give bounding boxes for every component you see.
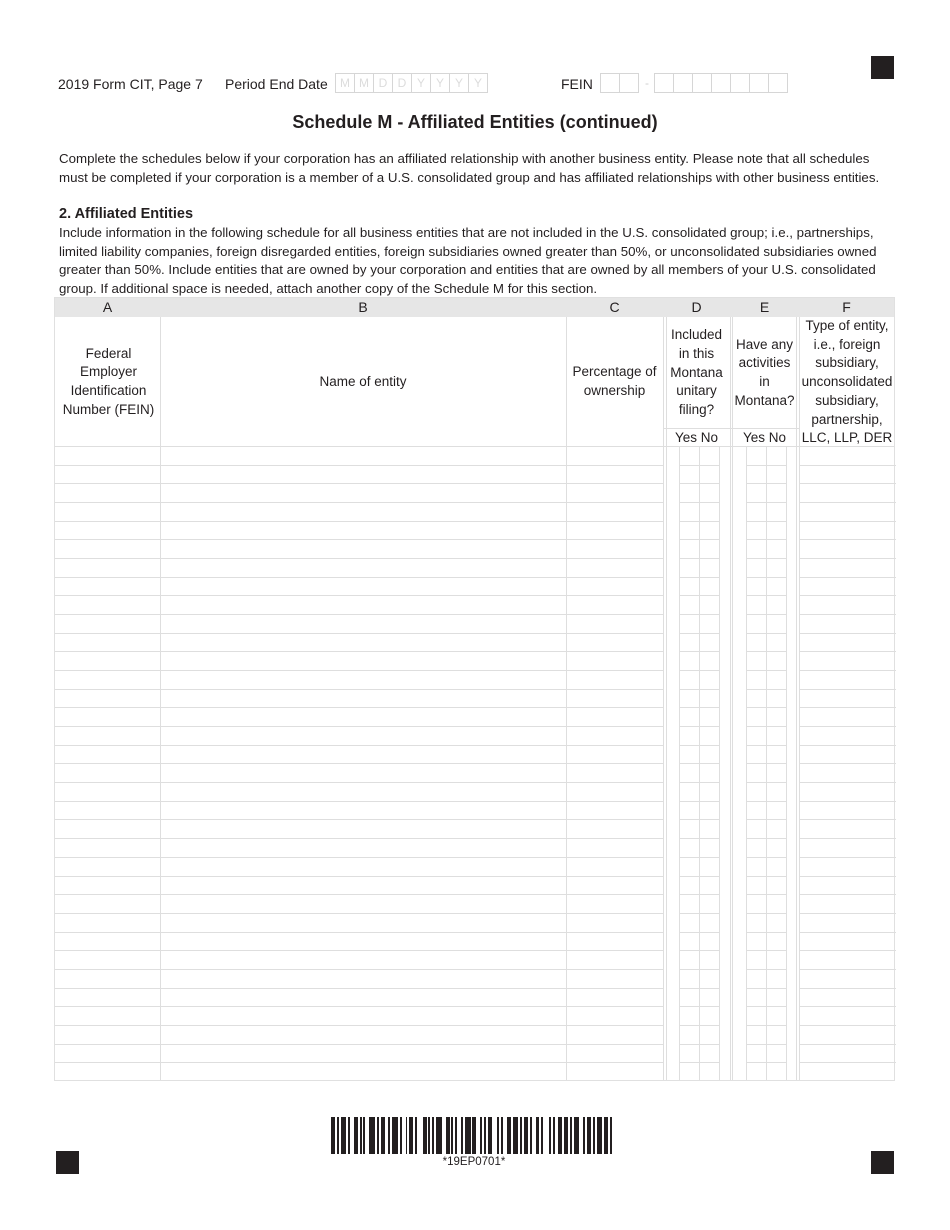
fein-digit-box[interactable] [692, 73, 712, 93]
checkbox-cell [746, 988, 786, 989]
period-end-date-input[interactable] [336, 73, 488, 93]
checkbox-cell [679, 932, 719, 933]
checkbox-cell [746, 577, 786, 578]
checkbox-cell [679, 782, 719, 783]
column-divider [796, 317, 797, 1080]
checkbox-cell [746, 1062, 786, 1063]
activities-yes-no-label: Yes No [742, 430, 787, 445]
checkbox-cell [679, 1062, 719, 1063]
table-row [55, 689, 663, 690]
affiliated-entities-table [54, 297, 895, 1081]
column-header-percentage: Percentage of ownership [572, 364, 657, 398]
table-row [55, 595, 663, 596]
checkbox-cell [679, 950, 719, 951]
checkbox-cell [679, 502, 719, 503]
checkbox-cell [746, 558, 786, 559]
checkbox-cell [746, 633, 786, 634]
table-row [55, 1025, 663, 1026]
column-header-entity-type: Type of entity, i.e., foreign subsidiary, unconsolidated subsidiary, partnership, LLC, LLP, DER [801, 318, 893, 446]
table-row [799, 1025, 896, 1026]
form-page-label: 2019 Form CIT, Page 7 [58, 76, 203, 92]
period-date-digit-box[interactable]: Y [468, 73, 488, 93]
table-row [799, 745, 896, 746]
table-row [799, 707, 896, 708]
table-row [55, 969, 663, 970]
period-end-label: Period End Date [225, 76, 328, 92]
fein-digit-box[interactable] [619, 73, 639, 93]
checkbox-cell [679, 670, 719, 671]
checkbox-cell [746, 745, 786, 746]
fein-digit-box[interactable] [711, 73, 731, 93]
fein-input[interactable] [601, 73, 788, 93]
table-row [799, 483, 896, 484]
table-row [55, 502, 663, 503]
table-row [55, 838, 663, 839]
registration-mark-bottom-right [871, 1151, 894, 1174]
checkbox-cell [746, 763, 786, 764]
intro-text: Complete the schedules below if your corporation has an affiliated relationship with another business entity. Please note that all schedules must be completed if your corporation is a member of a U.S. consolidated group and has affiliated relationships with other business entities. [59, 151, 880, 185]
checkbox-cell [746, 483, 786, 484]
checkbox-cell [679, 614, 719, 615]
table-row [55, 894, 663, 895]
section-heading: 2. Affiliated Entities [59, 206, 194, 222]
checkbox-cell [679, 894, 719, 895]
barcode-label: *19EP0701* [442, 1156, 506, 1168]
table-row [55, 651, 663, 652]
checkbox-cell [679, 633, 719, 634]
column-letter-f: F [842, 299, 851, 315]
table-row [55, 745, 663, 746]
checkbox-cell [746, 819, 786, 820]
table-row [55, 465, 663, 466]
table-row [799, 502, 896, 503]
column-divider [730, 317, 731, 1080]
table-row [799, 801, 896, 802]
column-letter-b: B [358, 299, 368, 315]
table-row [799, 595, 896, 596]
table-row [799, 633, 896, 634]
column-divider [566, 317, 567, 1080]
column-letter-d: D [691, 299, 702, 315]
table-row [55, 558, 663, 559]
table-row [55, 483, 663, 484]
period-date-digit-box[interactable]: M [335, 73, 355, 93]
checkbox-cell [679, 539, 719, 540]
checkbox-cell [679, 988, 719, 989]
fein-digit-box[interactable] [749, 73, 769, 93]
checkbox-cell [746, 857, 786, 858]
table-row [55, 988, 663, 989]
column-letter-c: C [609, 299, 620, 315]
checkbox-cell [679, 819, 719, 820]
checkbox-cell [746, 932, 786, 933]
table-row [799, 1044, 896, 1045]
checkbox-cell [746, 539, 786, 540]
table-row [55, 950, 663, 951]
checkbox-cell [679, 726, 719, 727]
table-row [799, 1062, 896, 1063]
checkbox-cell [679, 595, 719, 596]
checkbox-cell [679, 801, 719, 802]
header-divider [55, 446, 894, 447]
column-letter-e: E [759, 299, 770, 315]
table-row [55, 614, 663, 615]
table-row [799, 876, 896, 877]
table-row [799, 539, 896, 540]
checkbox-cell [679, 521, 719, 522]
checkbox-cell [679, 969, 719, 970]
checkbox-cell [679, 558, 719, 559]
checkbox-cell [679, 707, 719, 708]
checkbox-cell [679, 1025, 719, 1026]
checkbox-cell [679, 465, 719, 466]
table-row [799, 969, 896, 970]
table-row [55, 1006, 663, 1007]
checkbox-cell [746, 1044, 786, 1045]
checkbox-cell [746, 502, 786, 503]
yes-no-divider [663, 428, 799, 429]
period-date-digit-box[interactable]: M [354, 73, 374, 93]
column-divider [732, 317, 733, 1080]
checkbox-cell [746, 969, 786, 970]
table-row [799, 913, 896, 914]
checkbox-cell [679, 763, 719, 764]
checkbox-cell [746, 913, 786, 914]
fein-dash: - [645, 76, 649, 90]
table-row [55, 726, 663, 727]
table-row [55, 782, 663, 783]
checkbox-cell [679, 913, 719, 914]
checkbox-cell [679, 857, 719, 858]
checkbox-column-line [786, 446, 787, 1080]
table-row [55, 577, 663, 578]
table-row [55, 857, 663, 858]
table-row [55, 521, 663, 522]
checkbox-cell [746, 689, 786, 690]
table-row [55, 913, 663, 914]
period-date-digit-box[interactable]: D [392, 73, 412, 93]
table-row [799, 577, 896, 578]
fein-digit-box[interactable] [730, 73, 750, 93]
table-row [799, 950, 896, 951]
table-row [799, 819, 896, 820]
table-row [55, 763, 663, 764]
checkbox-cell [746, 1006, 786, 1007]
checkbox-cell [679, 876, 719, 877]
checkbox-cell [746, 707, 786, 708]
fein-digit-box[interactable] [673, 73, 693, 93]
period-date-digit-box[interactable]: Y [430, 73, 450, 93]
table-row [55, 707, 663, 708]
column-divider [799, 317, 800, 1080]
checkbox-cell [746, 838, 786, 839]
checkbox-cell [679, 689, 719, 690]
table-row [55, 801, 663, 802]
checkbox-cell [679, 1006, 719, 1007]
checkbox-cell [746, 950, 786, 951]
column-letter-a: A [102, 299, 113, 315]
checkbox-cell [679, 577, 719, 578]
table-row [799, 857, 896, 858]
table-row [55, 670, 663, 671]
table-row [799, 838, 896, 839]
table-row [799, 651, 896, 652]
fein-label: FEIN [561, 76, 593, 92]
checkbox-cell [746, 465, 786, 466]
section-instructions: Include information in the following schedule for all business entities that are not included in the U.S. consolidated group; i.e., partnerships, limited liability companies, foreign disregarded entities, foreign subsidiaries owned greater than 50%, or unconsolidated subsidiaries owned greater than 50%. Include entities that are owned by your corporation and entities that are owned by all members of your U.S. consolidated group. If additional space is needed, attach another copy of the Schedule M for this section. [59, 225, 877, 297]
table-row [799, 670, 896, 671]
period-date-digit-box[interactable]: D [373, 73, 393, 93]
checkbox-cell [746, 521, 786, 522]
table-row [799, 782, 896, 783]
page-title: Schedule M - Affiliated Entities (continued) [292, 112, 658, 132]
table-row [799, 689, 896, 690]
included-yes-no-label: Yes No [674, 430, 719, 445]
checkbox-cell [679, 1044, 719, 1045]
table-row [799, 988, 896, 989]
table-row [799, 614, 896, 615]
table-row [799, 465, 896, 466]
fein-digit-box[interactable] [654, 73, 674, 93]
column-header-included: Included in this Montana unitary filing? [670, 327, 723, 418]
column-divider [663, 317, 664, 1080]
registration-mark-bottom-left [56, 1151, 79, 1174]
table-row [55, 1062, 663, 1063]
checkbox-cell [746, 876, 786, 877]
table-row [799, 1006, 896, 1007]
table-row [799, 558, 896, 559]
table-row [799, 521, 896, 522]
table-row [55, 539, 663, 540]
checkbox-cell [746, 670, 786, 671]
barcode-bar [612, 1117, 616, 1154]
checkbox-cell [746, 651, 786, 652]
fein-digit-box[interactable] [600, 73, 620, 93]
table-row [55, 876, 663, 877]
checkbox-cell [679, 651, 719, 652]
checkbox-cell [746, 595, 786, 596]
checkbox-cell [746, 614, 786, 615]
checkbox-cell [679, 745, 719, 746]
column-header-activities: Have any activities in Montana? [734, 336, 795, 408]
column-header-name: Name of entity [319, 373, 407, 389]
period-date-digit-box[interactable]: Y [411, 73, 431, 93]
checkbox-cell [746, 782, 786, 783]
checkbox-cell [679, 483, 719, 484]
table-row [799, 894, 896, 895]
period-date-digit-box[interactable]: Y [449, 73, 469, 93]
registration-mark-top-right [871, 56, 894, 79]
table-row [799, 932, 896, 933]
checkbox-cell [746, 894, 786, 895]
column-header-fein: Federal Employer Identification Number (FEIN) [62, 345, 155, 417]
column-divider [666, 317, 667, 1080]
table-row [799, 763, 896, 764]
barcode [331, 1117, 617, 1154]
checkbox-column-line [719, 446, 720, 1080]
checkbox-cell [746, 801, 786, 802]
checkbox-cell [679, 838, 719, 839]
table-row [55, 819, 663, 820]
table-row [55, 1044, 663, 1045]
column-divider [160, 317, 161, 1080]
table-row [55, 932, 663, 933]
checkbox-cell [746, 1025, 786, 1026]
table-row [55, 633, 663, 634]
fein-digit-box[interactable] [768, 73, 788, 93]
table-row [799, 726, 896, 727]
checkbox-cell [746, 726, 786, 727]
